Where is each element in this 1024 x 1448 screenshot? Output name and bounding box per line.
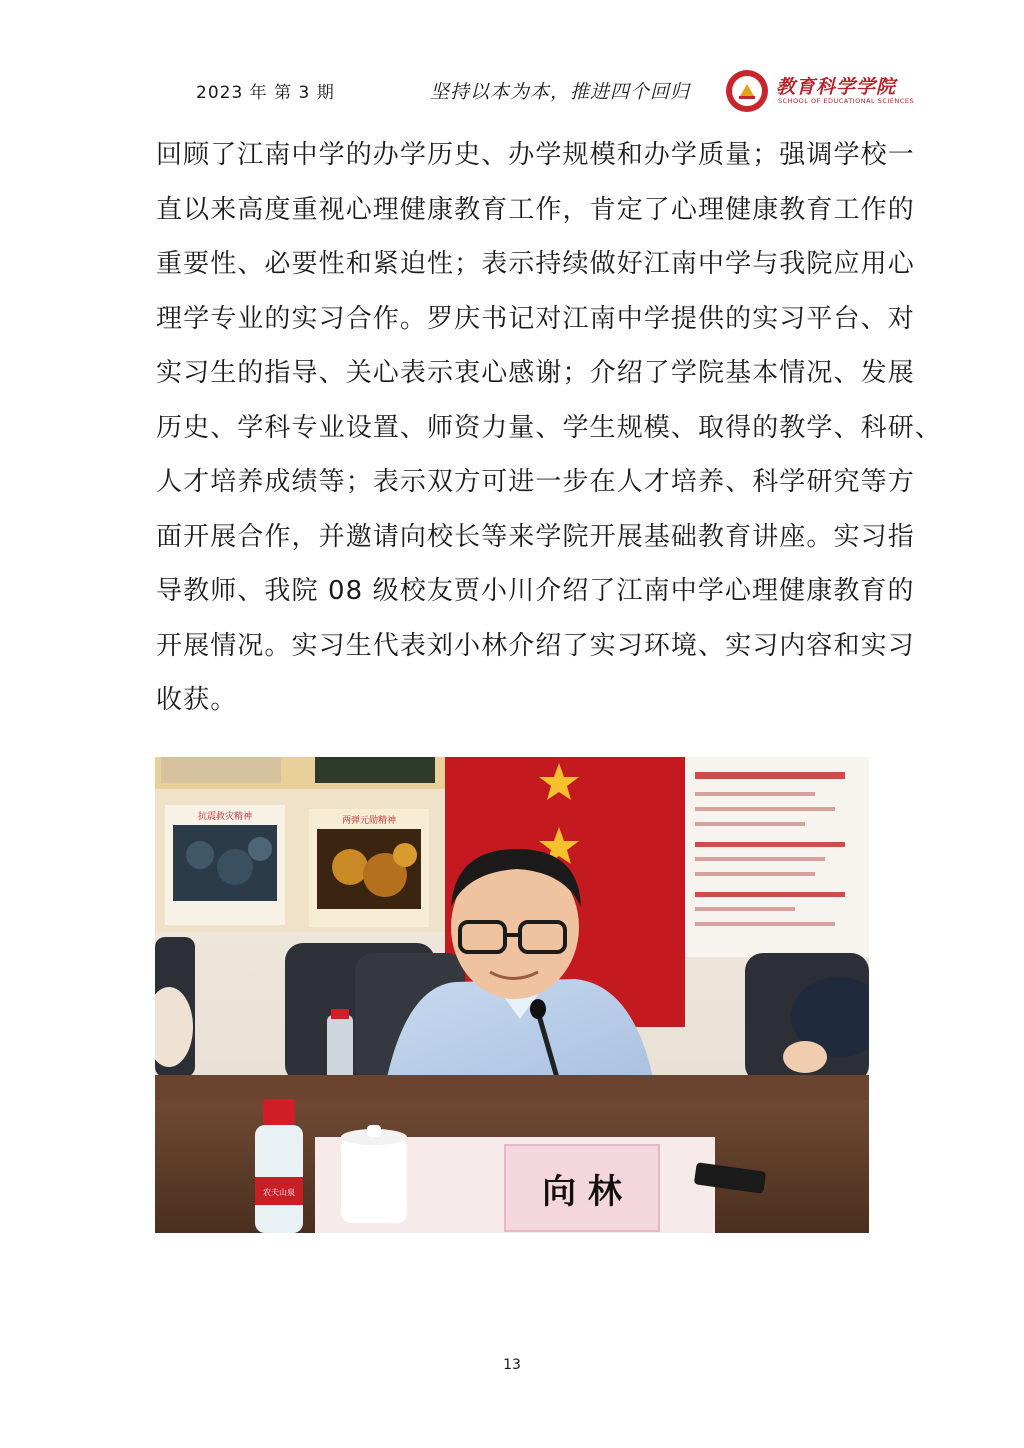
- school-logo: [726, 70, 915, 114]
- issue-label: 2023 年 第 3 期: [196, 83, 335, 103]
- body-line: 重要性、必要性和紧迫性；表示持续做好江南中学与我院应用心: [156, 249, 915, 279]
- body-line: 历史、学科专业设置、师资力量、学生规模、取得的教学、科研、: [156, 412, 942, 443]
- poster-right-caption: 两弹元勋精神: [341, 816, 397, 826]
- body-line: 人才培养成绩等；表示双方可进一步在人才培养、科学研究等方: [156, 467, 915, 497]
- school-seal-icon: [726, 70, 768, 112]
- logo-english: SCHOOL OF EDUCATIONAL SCIENCES: [778, 97, 915, 105]
- header-slogan: 坚持以本为本，推进四个回归: [430, 81, 691, 103]
- body-line: 直以来高度重视心理健康教育工作，肯定了心理健康教育工作的: [156, 194, 915, 225]
- article-body: [156, 128, 942, 728]
- body-line: 收获。: [156, 685, 238, 715]
- bottle-label: 农夫山泉: [263, 1188, 295, 1197]
- body-line: 回顾了江南中学的办学历史、办学规模和办学质量；强调学校一: [156, 140, 915, 170]
- body-line: 开展情况。实习生代表刘小林介绍了实习环境、实习内容和实习: [156, 630, 915, 661]
- page-number: 13: [503, 1357, 521, 1373]
- body-line: 理学专业的实习合作。罗庆书记对江南中学提供的实习平台、对: [156, 303, 915, 334]
- logo-name: 教育科学学院: [776, 76, 897, 98]
- body-line: 导教师、我院 08 级校友贾小川介绍了江南中学心理健康教育的: [156, 576, 915, 606]
- body-line: 面开展合作，并邀请向校长等来学院开展基础教育讲座。实习指: [156, 521, 915, 552]
- poster-left-caption: 抗震救灾精神: [197, 812, 253, 822]
- nameplate-text: 向 林: [542, 1172, 622, 1212]
- meeting-photo: [155, 757, 869, 1233]
- page-header: [0, 70, 1024, 114]
- body-line: 实习生的指导、关心表示衷心感谢；介绍了学院基本情况、发展: [156, 358, 915, 388]
